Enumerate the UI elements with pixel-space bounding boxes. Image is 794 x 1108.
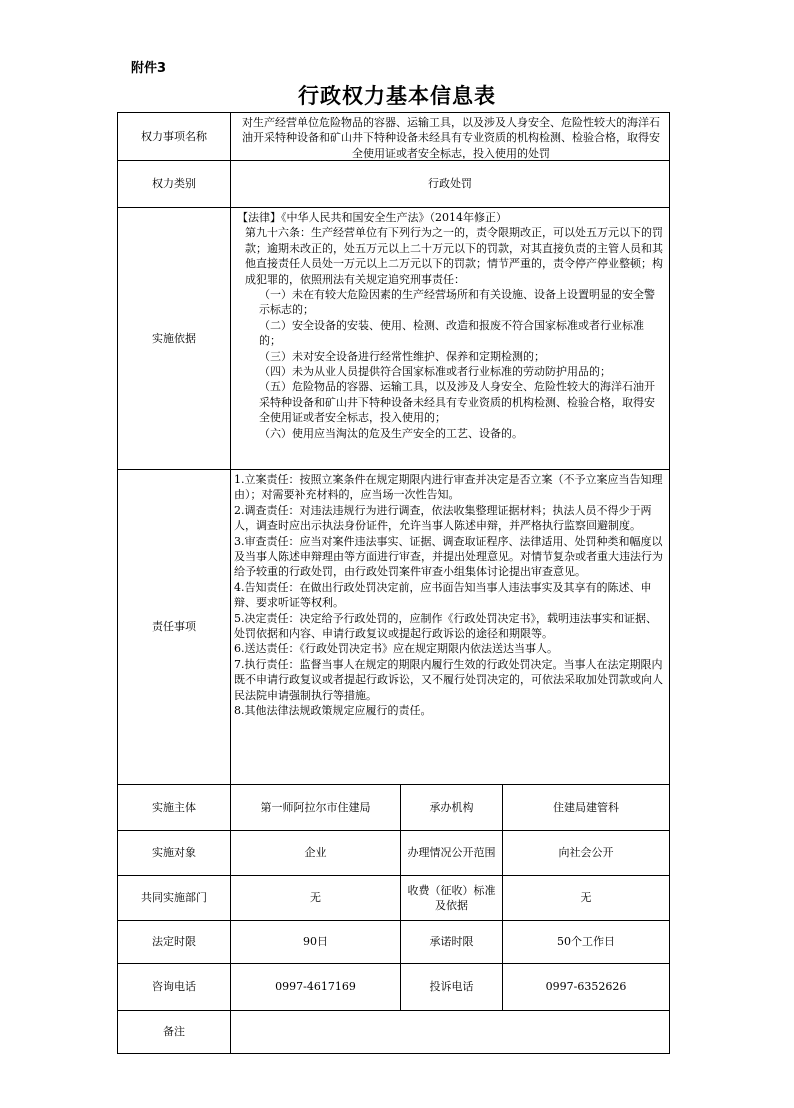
- legal-basis-label: 实施依据: [118, 208, 231, 470]
- responsibility-item: 4.告知责任：在做出行政处罚决定前，应书面告知当事人违法事实及其享有的陈述、申辩、要求听证等权利。: [234, 580, 652, 610]
- target-label: 实施对象: [118, 831, 231, 876]
- row-power-name: [118, 113, 670, 161]
- complaint-phone-value: 0997-6352626: [503, 964, 670, 1011]
- remark-label: 备注: [118, 1011, 231, 1054]
- row-implementing-subject: [118, 785, 670, 831]
- power-name-label: 权力事项名称: [118, 113, 231, 161]
- implementing-subject-value: 第一师阿拉尔市住建局: [231, 785, 401, 831]
- row-responsibility: [118, 470, 670, 785]
- fee-standard-label: [401, 876, 503, 921]
- row-power-category: [118, 161, 670, 208]
- row-phone: [118, 964, 670, 1011]
- row-target: [118, 831, 670, 876]
- consult-phone-label: 咨询电话: [118, 964, 231, 1011]
- remark-value: [231, 1011, 670, 1054]
- fee-standard-label-line2: 及依据: [435, 899, 468, 912]
- row-legal-basis: [118, 208, 670, 470]
- legal-basis-content: [231, 208, 669, 441]
- responsibility-item: 1.立案责任：按照立案条件在规定期限内进行审查并决定是否立案（不予立案应当告知理由）；对需要补充材料的，应当场一次性告知。: [234, 473, 663, 502]
- disclosure-scope-label: 办理情况公开范围: [401, 831, 503, 876]
- responsibility-item: 6.送达责任：《行政处罚决定书》应在规定期限内依法送达当事人。: [234, 642, 558, 656]
- legal-time-limit-label: 法定时限: [118, 921, 231, 964]
- responsibility-label: 责任事项: [118, 470, 231, 785]
- responsibility-item: 7.执行责任：监督当事人在规定的期限内履行生效的行政处罚决定。当事人在法定期限内既不申请行政复议或者提起行政诉讼，又不履行处罚决定的，可依法采取加处罚款或向人民法院申请强制执行等措施。: [234, 657, 663, 702]
- promised-time-limit-value: 50个工作日: [503, 921, 670, 964]
- joint-department-value: 无: [231, 876, 401, 921]
- basis-item: （一）未在有较大危险因素的生产经营场所和有关设施、设备上设置明显的安全警示标志的；: [259, 288, 655, 317]
- responsibility-item: 8.其他法律法规政策规定应履行的责任。: [234, 704, 432, 718]
- responsibility-item: 2.调查责任：对违法违规行为进行调查，依法收集整理证据材料；执法人员不得少于两人，调查时应出示执法身份证件，允许当事人陈述申辩，并严格执行监察回避制度。: [234, 503, 652, 533]
- legal-time-limit-value: 90日: [231, 921, 401, 964]
- basis-item: （二）安全设备的安装、使用、检测、改造和报废不符合国家标准或者行业标准的；: [259, 318, 644, 348]
- target-value: 企业: [231, 831, 401, 876]
- basis-item: （六）使用应当淘汰的危及生产安全的工艺、设备的。: [259, 426, 523, 440]
- power-category-value: 行政处罚: [231, 161, 670, 208]
- fee-standard-label-line1: 收费（征收）标准: [407, 883, 496, 897]
- fee-standard-value: 无: [503, 876, 670, 921]
- responsibility-content: [231, 470, 669, 719]
- page-title: 行政权力基本信息表: [298, 84, 496, 108]
- row-remark: [118, 1011, 670, 1054]
- implementing-subject-label: 实施主体: [118, 785, 231, 831]
- handling-agency-label: 承办机构: [401, 785, 503, 831]
- basis-article: 第九十六条：生产经营单位有下列行为之一的，责令限期改正，可以处五万元以下的罚款；逾期未改正的，处五万元以上二十万元以下的罚款，对其直接负责的主管人员和其他直接责任人员处一万元以上二万元以下的罚款；情节严重的，责令停产停业整顿；构成犯罪的，依照刑法有关规定追究刑事责任：: [245, 226, 663, 286]
- row-joint-department: [118, 876, 670, 921]
- disclosure-scope-value: 向社会公开: [503, 831, 670, 876]
- power-category-label: 权力类别: [118, 161, 231, 208]
- basis-item: （五）危险物品的容器、运输工具，以及涉及人身安全、危险性较大的海洋石油开采特种设备和矿山井下特种设备未经具有专业资质的机构检测、检验合格，取得安全使用证或者安全标志，投入使用的；: [259, 380, 655, 425]
- basis-law-title: 【法律】《中华人民共和国安全生产法》（2014年修正）: [237, 211, 507, 224]
- attachment-label: 附件3: [131, 61, 167, 76]
- basis-item: （四）未为从业人员提供符合国家标准或者行业标准的劳动防护用品的；: [259, 365, 611, 379]
- row-time-limit: [118, 921, 670, 964]
- promised-time-limit-label: 承诺时限: [401, 921, 503, 964]
- handling-agency-value: 住建局建管科: [503, 785, 670, 831]
- responsibility-item: 3.审查责任：应当对案件违法事实、证据、调查取证程序、法律适用、处罚种类和幅度以及当事人陈述申辩理由等方面进行审查，并提出处理意见。对情节复杂或者重大违法行为给予较重的行政处罚，由行政处罚案件审查小组集体讨论提出审查意见。: [234, 534, 663, 579]
- complaint-phone-label: 投诉电话: [401, 964, 503, 1011]
- basis-item: （三）未对安全设备进行经常性维护、保养和定期检测的；: [259, 349, 545, 363]
- info-table: [117, 112, 670, 1054]
- power-name-value: 对生产经营单位危险物品的容器、运输工具，以及涉及人身安全、危险性较大的海洋石油开采特种设备和矿山井下特种设备未经具有专业资质的机构检测、检验合格，取得安全使用证或者安全标志，投入使用的处罚: [242, 116, 660, 159]
- responsibility-item: 5.决定责任：决定给予行政处罚的，应制作《行政处罚决定书》，载明违法事实和证据、处罚依据和内容、申请行政复议或提起行政诉讼的途径和期限等。: [234, 611, 657, 641]
- joint-department-label: 共同实施部门: [118, 876, 231, 921]
- consult-phone-value: 0997-4617169: [231, 964, 401, 1011]
